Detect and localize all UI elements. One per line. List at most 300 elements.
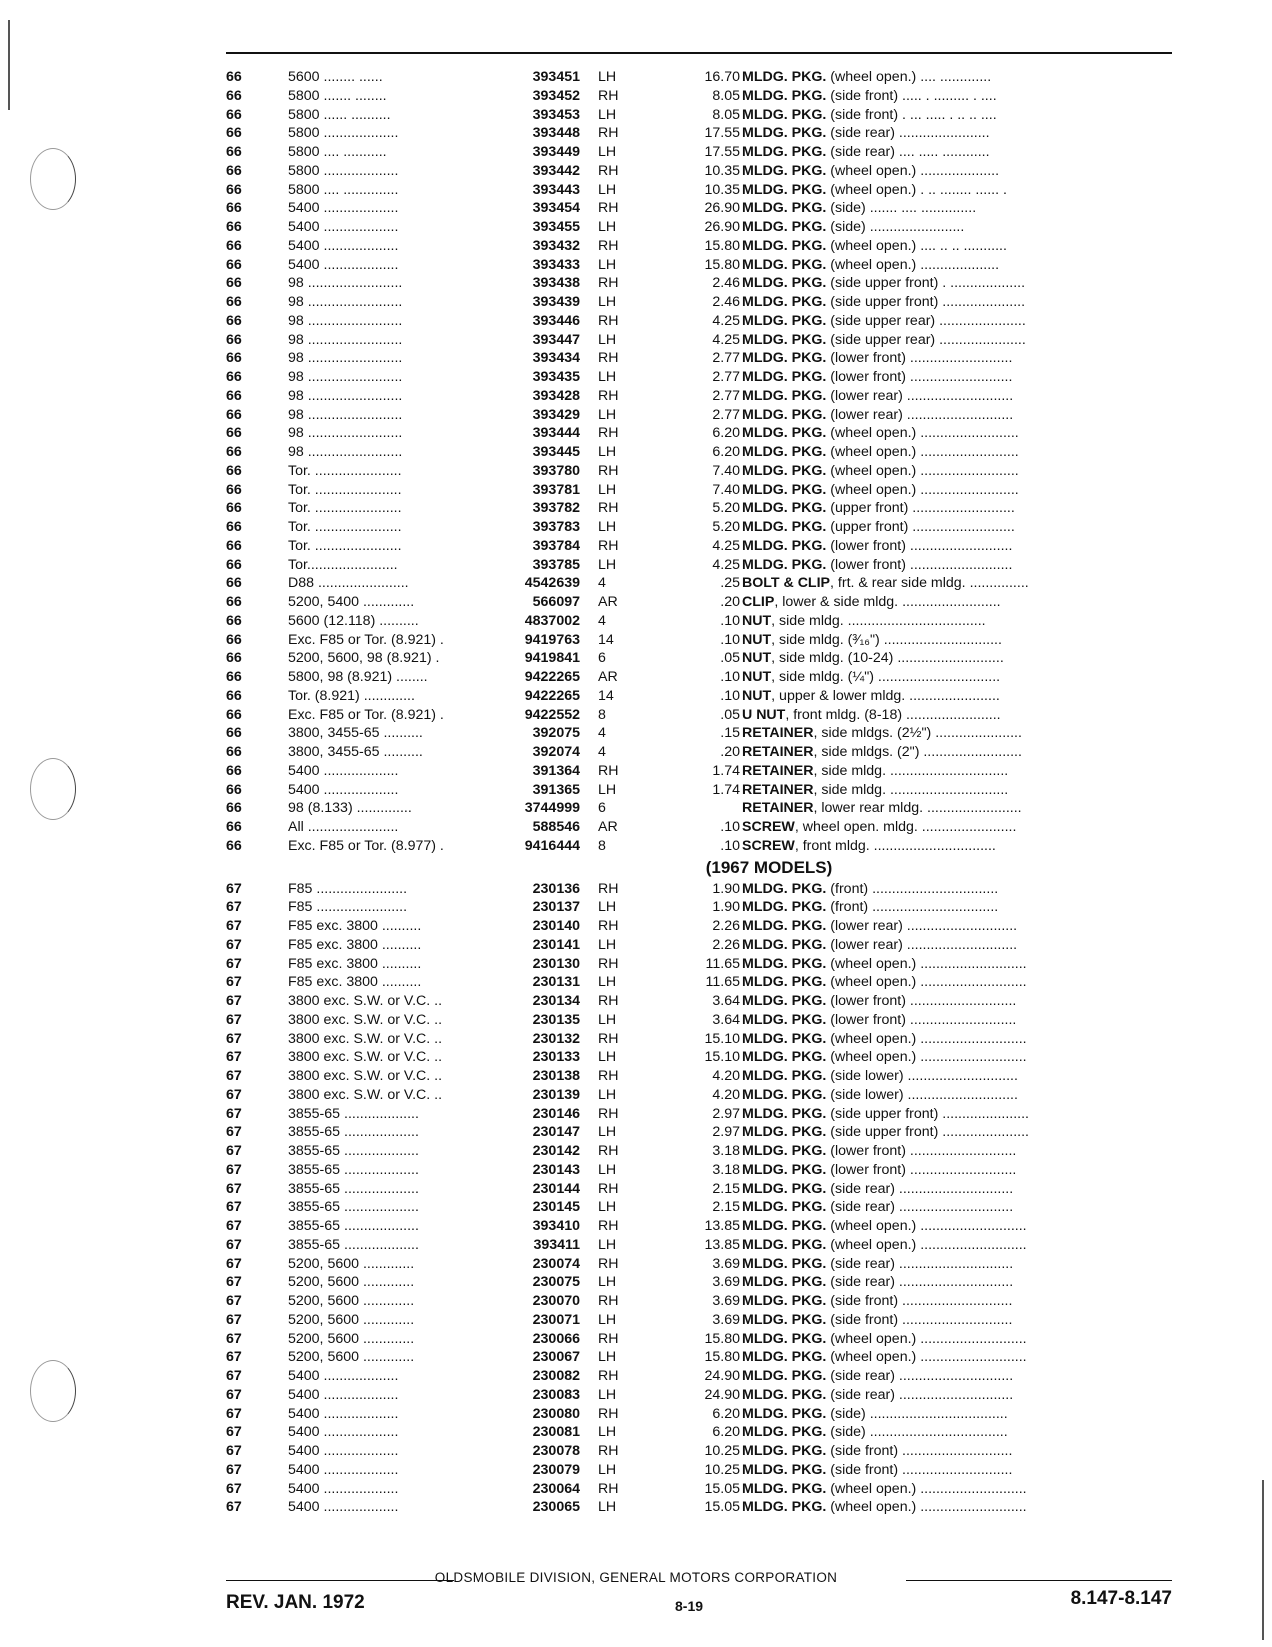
model-cell: 3855-65 ................... bbox=[288, 1236, 419, 1253]
model-cell: 5200, 5600, 98 (8.921) . bbox=[288, 650, 440, 667]
table-row bbox=[226, 818, 1172, 837]
quantity-cell: 4 bbox=[598, 612, 606, 629]
item-detail: (lower rear) ............................ bbox=[826, 918, 1018, 934]
quantity-cell: 14 bbox=[598, 687, 614, 704]
table-row bbox=[226, 1161, 1172, 1180]
description-cell bbox=[742, 936, 1172, 955]
quantity-cell: 6 bbox=[598, 800, 606, 817]
model-cell: 3855-65 ................... bbox=[288, 1143, 419, 1159]
description-cell bbox=[742, 462, 1172, 481]
part-number-cell: 230083 bbox=[532, 1386, 580, 1403]
item-name: MLDG. PKG. bbox=[742, 87, 827, 104]
model-cell: 3855-65 ................... bbox=[288, 1105, 419, 1122]
price-cell: .20 bbox=[720, 594, 740, 610]
description-cell bbox=[742, 499, 1172, 518]
year-cell: 67 bbox=[226, 1293, 242, 1309]
quantity-cell: RH bbox=[598, 87, 619, 104]
model-cell: 98 ........................ bbox=[288, 387, 403, 404]
table-row bbox=[226, 518, 1172, 537]
item-name: MLDG. PKG. bbox=[742, 1218, 827, 1234]
table-row bbox=[226, 274, 1172, 293]
table-row bbox=[226, 631, 1172, 650]
part-number-cell: 230130 bbox=[532, 955, 580, 972]
item-detail: (wheel open.) ........................... bbox=[826, 1030, 1027, 1047]
model-cell: 98 (8.133) .............. bbox=[288, 800, 412, 817]
model-cell: 5800 .... ........... bbox=[288, 144, 387, 160]
item-name: SCREW bbox=[742, 819, 795, 835]
item-name: NUT bbox=[742, 650, 772, 667]
model-cell: 5400 ................... bbox=[288, 1386, 399, 1403]
table-row bbox=[226, 1386, 1172, 1405]
description-cell bbox=[742, 1048, 1172, 1067]
item-detail: (side rear) ............................. bbox=[826, 1274, 1014, 1291]
description-cell bbox=[742, 743, 1172, 762]
quantity-cell: RH bbox=[598, 993, 619, 1009]
item-detail: (side front) ............................ bbox=[826, 1461, 1013, 1478]
item-detail: (lower front) ........................... bbox=[826, 1143, 1017, 1159]
description-cell bbox=[742, 443, 1172, 462]
price-cell: .10 bbox=[720, 819, 740, 835]
year-cell: 67 bbox=[226, 1480, 242, 1497]
quantity-cell: AR bbox=[598, 819, 618, 835]
table-row bbox=[226, 1442, 1172, 1461]
quantity-cell: LH bbox=[598, 219, 617, 235]
part-number-cell: 393784 bbox=[532, 537, 580, 554]
item-detail: (side) ....... .... .............. bbox=[826, 200, 977, 217]
description-cell bbox=[742, 818, 1172, 837]
year-cell: 66 bbox=[226, 594, 242, 610]
part-number-cell: 393781 bbox=[532, 481, 580, 498]
part-number-cell: 393429 bbox=[532, 406, 580, 423]
item-name: MLDG. PKG. bbox=[742, 425, 827, 442]
item-detail: (side front) ............................ bbox=[826, 1311, 1013, 1328]
model-cell: 5400 ................... bbox=[288, 762, 399, 779]
price-cell: 3.69 bbox=[712, 1274, 740, 1291]
price-cell: 2.77 bbox=[712, 406, 740, 423]
page-edge-mark-right bbox=[1262, 1480, 1264, 1640]
table-row bbox=[226, 68, 1172, 87]
item-detail: (lower rear) ........................... bbox=[826, 387, 1014, 404]
item-detail: (lower front) .......................... bbox=[826, 556, 1013, 573]
model-cell: 5800 ...... .......... bbox=[288, 106, 391, 123]
table-row bbox=[226, 1142, 1172, 1161]
description-cell bbox=[742, 1480, 1172, 1499]
price-cell: 6.20 bbox=[712, 1405, 740, 1422]
model-cell: 98 ........................ bbox=[288, 275, 403, 292]
year-cell: 66 bbox=[226, 200, 242, 217]
description-cell bbox=[742, 631, 1172, 650]
year-cell: 67 bbox=[226, 1461, 242, 1478]
item-detail: (lower rear) ........................... bbox=[826, 406, 1014, 423]
year-cell: 67 bbox=[226, 1030, 242, 1047]
table-row bbox=[226, 762, 1172, 781]
model-cell: 5400 ................... bbox=[288, 1480, 399, 1497]
item-detail: , front mldg. (8-18) ........................ bbox=[785, 706, 1001, 723]
model-cell: Tor. ...................... bbox=[288, 500, 402, 517]
price-cell: 15.05 bbox=[704, 1480, 740, 1497]
year-cell: 66 bbox=[226, 744, 242, 760]
description-cell bbox=[742, 556, 1172, 575]
year-cell: 66 bbox=[226, 275, 242, 292]
model-cell: 5400 ................... bbox=[288, 256, 399, 273]
item-detail: , side mldgs. (2½") ...................... bbox=[813, 725, 1022, 742]
model-cell: F85 ....................... bbox=[288, 899, 408, 916]
item-detail: , side mldg. ................................... bbox=[771, 612, 986, 629]
price-cell: 1.74 bbox=[712, 781, 740, 798]
price-cell: 3.69 bbox=[712, 1311, 740, 1328]
binder-hole-top bbox=[30, 148, 76, 210]
quantity-cell: LH bbox=[598, 1386, 617, 1403]
quantity-cell: LH bbox=[598, 1311, 617, 1328]
table-row bbox=[226, 87, 1172, 106]
description-cell bbox=[742, 1105, 1172, 1124]
price-cell: 26.90 bbox=[704, 219, 740, 235]
year-cell: 67 bbox=[226, 1011, 242, 1028]
item-name: MLDG. PKG. bbox=[742, 444, 827, 460]
model-cell: 5200, 5600 ............. bbox=[288, 1311, 415, 1328]
item-name: MLDG. PKG. bbox=[742, 369, 827, 385]
model-cell: Tor. ...................... bbox=[288, 519, 402, 535]
model-cell: Tor. ...................... bbox=[288, 537, 402, 554]
quantity-cell: RH bbox=[598, 1143, 619, 1159]
item-name: MLDG. PKG. bbox=[742, 237, 827, 254]
item-detail: (wheel open.) ......................... bbox=[826, 481, 1019, 498]
price-cell: 4.25 bbox=[712, 556, 740, 573]
quantity-cell: LH bbox=[598, 519, 617, 535]
table-row bbox=[226, 1311, 1172, 1330]
model-cell: 98 ........................ bbox=[288, 331, 403, 348]
year-cell: 67 bbox=[226, 1236, 242, 1253]
table-row bbox=[226, 706, 1172, 725]
item-name: MLDG. PKG. bbox=[742, 1011, 827, 1028]
table-row bbox=[226, 1461, 1172, 1480]
year-cell: 66 bbox=[226, 425, 242, 442]
year-cell: 67 bbox=[226, 1105, 242, 1122]
year-cell: 67 bbox=[226, 1255, 242, 1272]
year-cell: 66 bbox=[226, 125, 242, 142]
year-cell: 66 bbox=[226, 706, 242, 723]
year-cell: 66 bbox=[226, 837, 242, 854]
year-cell: 66 bbox=[226, 800, 242, 817]
table-row bbox=[226, 799, 1172, 818]
table-row bbox=[226, 743, 1172, 762]
year-cell: 67 bbox=[226, 899, 242, 916]
item-detail: (side) ................................... bbox=[826, 1405, 1008, 1422]
item-detail: , lower rear mldg. ........................ bbox=[813, 800, 1022, 817]
price-cell: .10 bbox=[720, 687, 740, 704]
description-cell bbox=[742, 1030, 1172, 1049]
price-cell: .05 bbox=[720, 706, 740, 723]
price-cell: 1.90 bbox=[712, 880, 740, 897]
table-row bbox=[226, 837, 1172, 856]
description-cell bbox=[742, 955, 1172, 974]
quantity-cell: LH bbox=[598, 1349, 617, 1366]
year-cell: 66 bbox=[226, 556, 242, 573]
item-name: MLDG. PKG. bbox=[742, 181, 827, 198]
table-row bbox=[226, 312, 1172, 331]
year-cell: 66 bbox=[226, 481, 242, 498]
binder-hole-bottom bbox=[30, 1360, 76, 1422]
description-cell bbox=[742, 917, 1172, 936]
part-number-cell: 230144 bbox=[532, 1180, 580, 1197]
item-name: MLDG. PKG. bbox=[742, 1386, 827, 1403]
part-number-cell: 230138 bbox=[532, 1068, 580, 1084]
description-cell bbox=[742, 880, 1172, 899]
part-number-cell: 9416444 bbox=[524, 837, 580, 854]
part-number-cell: 393439 bbox=[532, 294, 580, 310]
item-name: MLDG. PKG. bbox=[742, 144, 827, 160]
model-cell: 5200, 5600 ............. bbox=[288, 1349, 415, 1366]
item-detail: , side mldg. .............................. bbox=[813, 762, 1009, 779]
table-row bbox=[226, 237, 1172, 256]
year-cell: 67 bbox=[226, 974, 242, 991]
description-cell bbox=[742, 143, 1172, 162]
part-number-cell: 230074 bbox=[532, 1255, 580, 1272]
item-name: NUT bbox=[742, 687, 772, 704]
year-cell: 67 bbox=[226, 1124, 242, 1141]
price-cell: 2.77 bbox=[712, 350, 740, 367]
item-name: MLDG. PKG. bbox=[742, 1499, 827, 1516]
page-edge-mark bbox=[8, 20, 10, 110]
model-cell: F85 ....................... bbox=[288, 880, 408, 897]
price-cell: 15.10 bbox=[704, 1030, 740, 1047]
part-number-cell: 230081 bbox=[532, 1424, 580, 1441]
quantity-cell: LH bbox=[598, 294, 617, 310]
model-cell: 3800 exc. S.W. or V.C. .. bbox=[288, 1068, 443, 1084]
quantity-cell: LH bbox=[598, 899, 617, 916]
item-detail: , side mldg. (¼") ............................... bbox=[771, 669, 1001, 685]
year-cell: 67 bbox=[226, 1143, 242, 1159]
quantity-cell: 8 bbox=[598, 706, 606, 723]
model-cell: 3800, 3455-65 .......... bbox=[288, 725, 423, 742]
part-number-cell: 393442 bbox=[532, 162, 580, 179]
table-row bbox=[226, 593, 1172, 612]
item-detail: (side front) . ... ..... . .. .. .... bbox=[826, 106, 997, 123]
description-cell bbox=[742, 724, 1172, 743]
year-cell: 67 bbox=[226, 1161, 242, 1178]
price-cell: 3.69 bbox=[712, 1293, 740, 1309]
year-cell: 66 bbox=[226, 144, 242, 160]
description-cell bbox=[742, 87, 1172, 106]
part-number-cell: 230141 bbox=[532, 936, 580, 953]
description-cell bbox=[742, 406, 1172, 425]
year-cell: 66 bbox=[226, 762, 242, 779]
quantity-cell: LH bbox=[598, 256, 617, 273]
part-number-cell: 230134 bbox=[532, 993, 580, 1009]
table-row bbox=[226, 499, 1172, 518]
price-cell: 2.46 bbox=[712, 275, 740, 292]
table-row bbox=[226, 1067, 1172, 1086]
item-detail: (wheel open.) ......................... bbox=[826, 462, 1019, 479]
model-cell: Tor....................... bbox=[288, 556, 398, 573]
part-number-cell: 230140 bbox=[532, 918, 580, 934]
year-cell: 66 bbox=[226, 781, 242, 798]
item-detail: (side rear) ....................... bbox=[826, 125, 990, 142]
description-cell bbox=[742, 1236, 1172, 1255]
item-name: MLDG. PKG. bbox=[742, 537, 827, 554]
price-cell: 2.97 bbox=[712, 1105, 740, 1122]
item-detail: (side) ................................... bbox=[826, 1424, 1008, 1441]
price-cell: 5.20 bbox=[712, 519, 740, 535]
description-cell bbox=[742, 1442, 1172, 1461]
description-cell bbox=[742, 424, 1172, 443]
model-cell: 3800 exc. S.W. or V.C. .. bbox=[288, 1049, 443, 1066]
quantity-cell: RH bbox=[598, 200, 619, 217]
quantity-cell: RH bbox=[598, 500, 619, 517]
item-name: MLDG. PKG. bbox=[742, 1030, 827, 1047]
price-cell: 2.26 bbox=[712, 936, 740, 953]
quantity-cell: RH bbox=[598, 1480, 619, 1497]
model-cell: 98 ........................ bbox=[288, 425, 403, 442]
model-cell: 5800 .... .............. bbox=[288, 181, 399, 198]
year-cell: 66 bbox=[226, 256, 242, 273]
part-number-cell: 9419763 bbox=[524, 631, 580, 648]
item-name: MLDG. PKG. bbox=[742, 1368, 827, 1384]
item-detail: (side rear) ............................. bbox=[826, 1368, 1014, 1384]
description-cell bbox=[742, 1273, 1172, 1292]
price-cell: .10 bbox=[720, 631, 740, 648]
item-detail: (side front) ..... . ......... . .... bbox=[826, 87, 997, 104]
table-row bbox=[226, 1048, 1172, 1067]
year-cell: 66 bbox=[226, 669, 242, 685]
table-row bbox=[226, 724, 1172, 743]
part-number-cell: 230147 bbox=[532, 1124, 580, 1141]
quantity-cell: 14 bbox=[598, 631, 614, 648]
model-cell: 3800 exc. S.W. or V.C. .. bbox=[288, 1011, 443, 1028]
item-name: MLDG. PKG. bbox=[742, 519, 827, 535]
item-name: MLDG. PKG. bbox=[742, 1255, 827, 1272]
description-cell bbox=[742, 293, 1172, 312]
item-detail: (lower front) ........................... bbox=[826, 1011, 1017, 1028]
item-name: MLDG. PKG. bbox=[742, 880, 827, 897]
description-cell bbox=[742, 1123, 1172, 1142]
model-cell: 98 ........................ bbox=[288, 444, 403, 460]
part-number-cell: 393411 bbox=[533, 1236, 580, 1253]
price-cell: 8.05 bbox=[712, 106, 740, 123]
year-cell: 67 bbox=[226, 1311, 242, 1328]
description-cell bbox=[742, 1386, 1172, 1405]
description-cell bbox=[742, 1161, 1172, 1180]
table-row bbox=[226, 387, 1172, 406]
description-cell bbox=[742, 518, 1172, 537]
description-cell bbox=[742, 1011, 1172, 1030]
model-cell: Exc. F85 or Tor. (8.977) . bbox=[288, 837, 444, 854]
item-detail: (side rear) ............................. bbox=[826, 1255, 1014, 1272]
part-number-cell: 9422552 bbox=[524, 706, 580, 723]
quantity-cell: RH bbox=[598, 1443, 619, 1459]
quantity-cell: 4 bbox=[598, 744, 606, 760]
item-detail: (wheel open.) .................... bbox=[826, 256, 1000, 273]
quantity-cell: LH bbox=[598, 1124, 617, 1141]
model-cell: 5400 ................... bbox=[288, 1499, 399, 1516]
part-number-cell: 393447 bbox=[532, 331, 580, 348]
item-name: SCREW bbox=[742, 837, 795, 854]
item-name: NUT bbox=[742, 669, 772, 685]
year-cell: 67 bbox=[226, 1424, 242, 1441]
item-name: MLDG. PKG. bbox=[742, 1311, 827, 1328]
description-cell bbox=[742, 574, 1172, 593]
quantity-cell: RH bbox=[598, 462, 619, 479]
description-cell bbox=[742, 1180, 1172, 1199]
year-cell: 66 bbox=[226, 687, 242, 704]
price-cell: 17.55 bbox=[704, 125, 740, 142]
model-cell: 3855-65 ................... bbox=[288, 1124, 419, 1141]
item-detail: , lower & side mldg. ......................... bbox=[774, 594, 1001, 610]
item-name: MLDG. PKG. bbox=[742, 1124, 827, 1141]
part-number-cell: 393451 bbox=[532, 69, 580, 85]
item-name: MLDG. PKG. bbox=[742, 387, 827, 404]
quantity-cell: 6 bbox=[598, 650, 606, 667]
description-cell bbox=[742, 481, 1172, 500]
part-number-cell: 230082 bbox=[532, 1368, 580, 1384]
year-cell: 67 bbox=[226, 880, 242, 897]
description-cell bbox=[742, 1348, 1172, 1367]
model-cell: F85 exc. 3800 .......... bbox=[288, 974, 422, 991]
year-cell: 66 bbox=[226, 387, 242, 404]
item-name: MLDG. PKG. bbox=[742, 256, 827, 273]
year-cell: 66 bbox=[226, 462, 242, 479]
year-cell: 66 bbox=[226, 650, 242, 667]
item-detail: (wheel open.) ........................... bbox=[826, 955, 1027, 972]
item-detail: , side mldg. (10-24) ........................... bbox=[771, 650, 1004, 667]
table-row bbox=[226, 1086, 1172, 1105]
part-number-cell: 230146 bbox=[532, 1105, 580, 1122]
model-cell: 5400 ................... bbox=[288, 1405, 399, 1422]
price-cell: 15.80 bbox=[704, 256, 740, 273]
price-cell: 4.20 bbox=[712, 1068, 740, 1084]
item-detail: (wheel open.) ......................... bbox=[826, 444, 1019, 460]
table-row bbox=[226, 162, 1172, 181]
description-cell bbox=[742, 1067, 1172, 1086]
part-number-cell: 391365 bbox=[532, 781, 580, 798]
price-cell: 10.25 bbox=[704, 1461, 740, 1478]
description-cell bbox=[742, 106, 1172, 125]
price-cell: 11.65 bbox=[705, 955, 740, 972]
table-row bbox=[226, 649, 1172, 668]
item-detail: , frt. & rear side mldg. ............... bbox=[830, 575, 1029, 592]
year-cell: 67 bbox=[226, 1386, 242, 1403]
model-cell: 5800 ....... ........ bbox=[288, 87, 387, 104]
price-cell: 2.97 bbox=[712, 1124, 740, 1141]
description-cell bbox=[742, 706, 1172, 725]
part-number-cell: 393432 bbox=[532, 237, 580, 254]
part-number-cell: 230139 bbox=[532, 1086, 580, 1103]
description-cell bbox=[742, 837, 1172, 856]
table-row bbox=[226, 1480, 1172, 1499]
quantity-cell: 8 bbox=[598, 837, 606, 854]
quantity-cell: RH bbox=[598, 1218, 619, 1234]
item-name: MLDG. PKG. bbox=[742, 556, 827, 573]
table-row bbox=[226, 1255, 1172, 1274]
quantity-cell: RH bbox=[598, 537, 619, 554]
description-cell bbox=[742, 312, 1172, 331]
item-detail: (side upper front) ...................... bbox=[826, 1124, 1029, 1141]
price-cell: 15.80 bbox=[704, 237, 740, 254]
description-cell bbox=[742, 781, 1172, 800]
description-cell bbox=[742, 1086, 1172, 1105]
price-cell: 4.25 bbox=[712, 331, 740, 348]
model-cell: D88 ....................... bbox=[288, 575, 409, 592]
quantity-cell: RH bbox=[598, 918, 619, 934]
description-cell bbox=[742, 256, 1172, 275]
year-cell: 66 bbox=[226, 162, 242, 179]
table-row bbox=[226, 181, 1172, 200]
description-cell bbox=[742, 687, 1172, 706]
item-detail: , upper & lower mldg. ....................... bbox=[771, 687, 1000, 704]
item-name: RETAINER bbox=[742, 744, 814, 760]
quantity-cell: 4 bbox=[598, 575, 606, 592]
price-cell: 15.80 bbox=[704, 1349, 740, 1366]
